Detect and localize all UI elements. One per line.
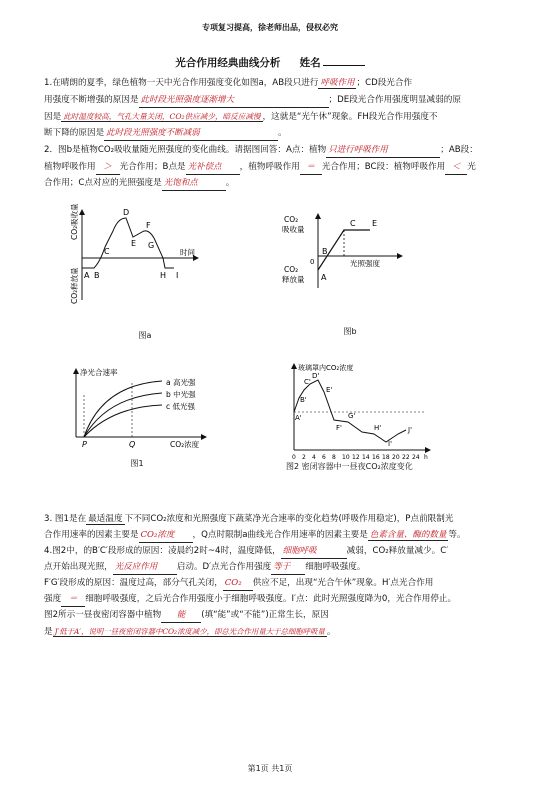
svg-text:CO₂浓度: CO₂浓度 <box>170 440 200 449</box>
figure-a <box>70 200 210 350</box>
figure-a-ylabel-bottom: CO₂释放量 <box>70 267 79 304</box>
figure-a-xlabel: 时间 <box>180 248 195 257</box>
q2-line-2: 植物呼吸作用 ＞ 光合作用；B点是 光补偿点 ，植物呼吸作用 ＝ 光合作用；BC段：植物呼吸作用 ＜ 光 <box>44 160 476 175</box>
q1-answer-4[interactable]: 此时段光照强度不断减弱 <box>104 126 278 141</box>
figure-2-x-tick: 8 <box>332 454 336 460</box>
q2-line-3: 合作用；C点对应的光照强度是 光饱和点 。 <box>44 176 234 191</box>
figure-b-caption: 图b <box>343 327 357 336</box>
figure-2-x-tick: 6 <box>322 454 326 460</box>
svg-text:净光合速率: 净光合速率 <box>80 368 118 377</box>
q2-answer-5[interactable]: ＜ <box>445 160 467 175</box>
figure-a-caption: 图a <box>138 331 152 340</box>
q4-answer-1[interactable]: 细胞呼吸 <box>281 544 347 559</box>
svg-text:H: H <box>160 271 167 280</box>
q3-line-1: 3. 图1是在 最适温度 下不同CO₂浓度和光照强度下蔬菜净光合速率的变化趋势(呼吸作用稳定)，P点前限制光 <box>44 514 454 524</box>
svg-text:CO₂: CO₂ <box>284 215 299 224</box>
q4-answer-3[interactable]: 等于 <box>271 560 305 575</box>
q3-line-2: 合作用速率的因素主要是 CO₂浓度 ，Q点时限制a曲线光合作用速率的因素主要是 色素含量、酶的数量 等。 <box>44 528 466 543</box>
svg-text:J': J' <box>408 426 412 434</box>
svg-text:CO₂: CO₂ <box>284 265 299 274</box>
figure-2-x-tick: 16 <box>372 454 380 460</box>
q2-line-1: 2．图b是植物CO₂吸收量随光照强度的变化曲线。请据图回答：A点：植物 只进行呼吸作用 ；AB段： <box>44 143 478 158</box>
svg-text:F: F <box>146 221 151 230</box>
svg-text:I: I <box>176 271 179 280</box>
q1-answer-1[interactable]: 呼吸作用 <box>320 78 355 88</box>
q1-line-4: 断下降的原因是 此时段光照强度不断减弱 。 <box>44 126 287 141</box>
q4-answer-6[interactable]: 能 <box>161 608 201 623</box>
svg-text:h: h <box>424 454 428 460</box>
figure-2-x-tick: 10 <box>342 454 350 460</box>
q3-answer-2[interactable]: 色素含量、酶的数量 <box>369 530 447 540</box>
q2-answer-2[interactable]: ＞ <box>96 160 120 175</box>
q4-answer-5[interactable]: ＝ <box>61 592 85 607</box>
name-blank[interactable] <box>323 65 365 66</box>
q4-line-5: 图2所示一昼夜密闭容器中植物 能 (填“能”或“不能”)正常生长，原因 <box>44 608 329 623</box>
svg-text:B': B' <box>300 396 307 404</box>
q4-line-3: F′G′段形成的原因：温度过高，部分气孔关闭， CO₂ 供应不足，出现“光合午休”现象。H′点光合作用 <box>44 576 433 591</box>
q4-answer-7[interactable]: J′低于A′，说明一昼夜密闭容器中CO₂浓度减少，即总光合作用量大于总细胞呼吸量 <box>54 627 325 636</box>
svg-text:A: A <box>321 273 327 282</box>
figure-2-x-tick: 18 <box>382 454 390 460</box>
q2-answer-6[interactable]: 光饱和点 <box>162 176 226 191</box>
svg-text:I': I' <box>388 440 392 448</box>
figure-2-x-tick: 20 <box>392 454 400 460</box>
q2-answer-4[interactable]: ＝ <box>300 160 322 175</box>
figure-2-x-tick: 24 <box>412 454 420 460</box>
svg-text:G: G <box>148 241 155 250</box>
svg-text:光照强度: 光照强度 <box>350 259 380 268</box>
svg-text:H': H' <box>374 424 382 432</box>
svg-text:Q: Q <box>129 440 136 449</box>
svg-text:B: B <box>94 271 100 280</box>
svg-text:C: C <box>350 219 356 228</box>
q4-line-4: 强度 ＝ 细胞呼吸强度，之后光合作用强度小于细胞呼吸强度。I′点：此时光照强度降为0，光合作用停止。 <box>44 592 456 607</box>
svg-text:D': D' <box>312 372 320 380</box>
figure-2 <box>286 360 436 460</box>
svg-text:F': F' <box>336 424 342 432</box>
svg-text:B: B <box>322 247 328 256</box>
svg-text:E: E <box>372 219 378 228</box>
q2-answer-3[interactable]: 光补偿点 <box>186 160 240 175</box>
page-footer: 第1页 共1页 <box>247 764 293 773</box>
svg-text:E: E <box>131 239 137 248</box>
figure-1 <box>62 365 212 460</box>
page-title <box>0 55 540 70</box>
q4-line-1: 4.图2中，的B′C′段形成的原因：凌晨约2时~4时，温度降低， 细胞呼吸 减弱，CO₂释放量减少。C′ <box>44 544 448 559</box>
header-note: 专项复习提高，徐老师出品，侵权必究 <box>202 23 338 32</box>
q1-answer-3[interactable]: 此时温度较高，气孔大量关闭，CO₂供应减少，暗反应减慢 <box>63 112 261 121</box>
figure-2-x-tick: 4 <box>312 454 316 460</box>
title-text: 光合作用经典曲线分析 <box>175 57 281 69</box>
figure-2-x-tick: 12 <box>352 454 360 460</box>
figure-2-x-tick: 22 <box>402 454 410 460</box>
svg-text:0: 0 <box>310 258 315 266</box>
svg-text:释放量: 释放量 <box>282 275 305 284</box>
q1-answer-2[interactable]: 此时段光照强度逐渐增大 <box>139 93 329 108</box>
svg-text:G': G' <box>348 412 356 420</box>
figure-1-caption: 图1 <box>130 459 144 468</box>
q4-line-6: 是 J′低于A′，说明一昼夜密闭容器中CO₂浓度减少，即总光合作用量大于总细胞呼吸量 。 <box>44 627 336 637</box>
name-label: 姓名 <box>299 57 321 69</box>
q1-line-1: 1.在晴朗的夏季，绿色植物一天中光合作用强度变化如图a，AB段只进行 呼吸作用 ；CD段光合作 <box>44 78 413 88</box>
svg-text:P: P <box>82 440 87 449</box>
figure-a-ylabel-top: CO₂吸收量 <box>70 203 79 240</box>
q2-answer-1[interactable]: 只进行呼吸作用 <box>326 143 440 158</box>
q4-answer-4[interactable]: CO₂ <box>223 576 253 591</box>
figure-2-x-tick: 14 <box>362 454 370 460</box>
svg-text:C': C' <box>304 378 311 386</box>
svg-text:A: A <box>84 271 90 280</box>
q4-line-2: 点开始出现光照， 光反应作用 启动。D′点光合作用强度 等于 细胞呼吸强度。 <box>44 560 365 575</box>
svg-text:C: C <box>104 247 110 256</box>
q1-line-2: 用强度不断增强的原因是 此时段光照强度逐渐增大 ；DE段光合作用强度明显减弱的原 <box>44 93 461 108</box>
svg-text:A': A' <box>295 414 302 422</box>
svg-text:玻璃罩内CO₂浓度: 玻璃罩内CO₂浓度 <box>298 364 354 372</box>
svg-text:E': E' <box>326 386 333 394</box>
svg-text:D: D <box>123 208 130 217</box>
svg-text:a 高光强: a 高光强 <box>166 378 196 387</box>
svg-text:b 中光强: b 中光强 <box>166 390 196 399</box>
svg-text:吸收量: 吸收量 <box>282 225 305 234</box>
figure-b <box>278 208 408 303</box>
q1-line-3: 因是 此时温度较高，气孔大量关闭，CO₂供应减少，暗反应减慢 ，这就是“光午休”现象。FH段光合作用强度不 <box>44 112 438 122</box>
figure-2-x-tick: 0 <box>292 454 296 460</box>
figure-2-x-ticks <box>292 454 420 460</box>
svg-text:c 低光强: c 低光强 <box>166 402 196 411</box>
q3-answer-1[interactable]: CO₂浓度 <box>139 528 193 543</box>
figure-2-caption: 图2 密闭容器中一昼夜CO₂浓度变化 <box>286 462 413 471</box>
q4-answer-2[interactable]: 光反应作用 <box>113 560 177 575</box>
q3-keyword: 最适温度 <box>88 514 123 524</box>
figure-2-x-tick: 2 <box>302 454 306 460</box>
